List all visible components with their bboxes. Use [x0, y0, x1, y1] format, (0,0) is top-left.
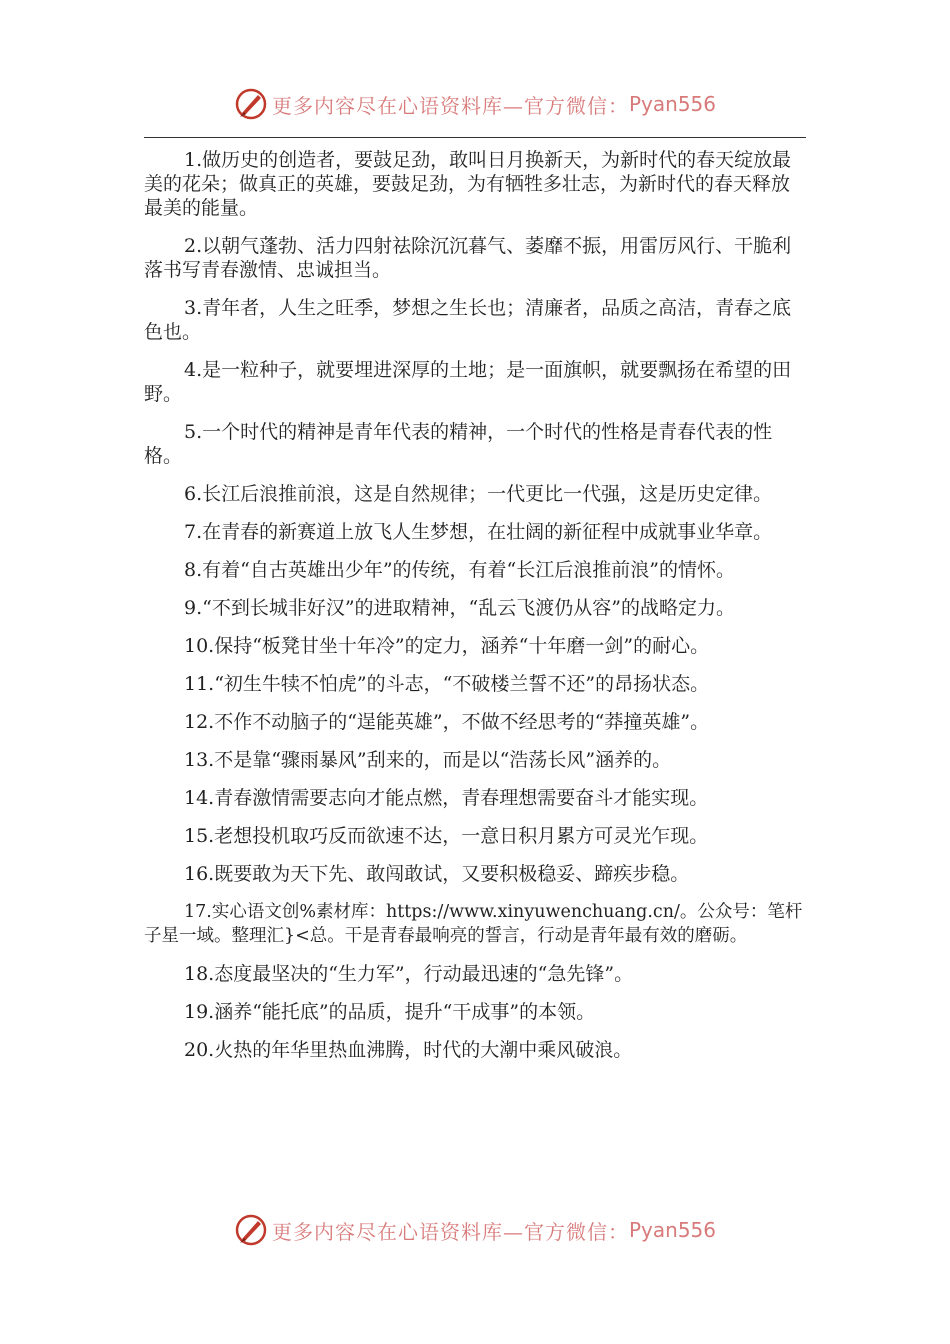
pen-logo-icon [234, 87, 268, 121]
list-item: 9.“不到长城非好汉”的进取精神，“乱云飞渡仍从容”的战略定力。 [184, 597, 735, 619]
list-item: 7.在青春的新赛道上放飞人生梦想，在壮阔的新征程中成就事业华章。 [184, 521, 773, 543]
list-item: 18.态度最坚决的“生力军”，行动最迅速的“急先锋”。 [184, 963, 634, 985]
footer-wechat-id: Pyan556 [628, 1218, 716, 1242]
header-wechat-id: Pyan556 [628, 92, 716, 116]
list-item: 6.长江后浪推前浪，这是自然规律；一代更比一代强，这是历史定律。 [184, 483, 773, 505]
list-item: 13.不是靠“骤雨暴风”刮来的，而是以“浩荡长风”涵养的。 [184, 749, 672, 771]
list-item: 17.实心语文创%素材库：https://www.xinyuwenchuang.cn/。公众号：笔杆子星一域。整理汇}<总。干是青春最响亮的誓言，行动是青年最有效的磨砺。 [144, 902, 803, 946]
list-item: 14.青春激情需要志向才能点燃，青春理想需要奋斗才能实现。 [184, 787, 709, 809]
list-item: 12.不作不动脑子的“逞能英雄”，不做不经思考的“莽撞英雄”。 [184, 711, 710, 733]
list-item: 15.老想投机取巧反而欲速不达，一意日积月累方可灵光乍现。 [184, 825, 709, 847]
list-item: 16.既要敢为天下先、敢闯敢试，又要积极稳妥、蹄疾步稳。 [184, 863, 690, 885]
list-item: 2.以朝气蓬勃、活力四射祛除沉沉暮气、萎靡不振，用雷厉风行、干脆利落书写青春激情、忠诚担当。 [144, 235, 792, 281]
list-item: 20.火热的年华里热血沸腾，时代的大潮中乘风破浪。 [184, 1039, 633, 1061]
header-banner-text: 更多内容尽在心语资料库—官方微信： [271, 93, 629, 118]
list-item: 5.一个时代的精神是青年代表的精神，一个时代的性格是青春代表的性格。 [144, 421, 773, 467]
list-item: 11.“初生牛犊不怕虎”的斗志，“不破楼兰誓不还”的昂扬状态。 [184, 673, 710, 695]
header-banner [0, 84, 950, 124]
list-item: 19.涵养“能托底”的品质，提升“干成事”的本领。 [184, 1001, 596, 1023]
list-item: 10.保持“板凳甘坐十年冷”的定力，涵养“十年磨一剑”的耐心。 [184, 635, 710, 657]
footer-banner [0, 1210, 950, 1250]
list-item: 4.是一粒种子，就要埋进深厚的土地；是一面旗帜，就要飘扬在希望的田野。 [144, 359, 792, 405]
pen-logo-icon [234, 1213, 268, 1247]
quote-list [144, 148, 806, 1076]
header-rule [144, 137, 806, 138]
list-item: 1.做历史的创造者，要鼓足劲，敢叫日月换新天，为新时代的春天绽放最美的花朵；做真正的英雄，要鼓足劲，为有牺牲多壮志，为新时代的春天释放最美的能量。 [144, 149, 792, 219]
list-item: 3.青年者，人生之旺季，梦想之生长也；清廉者，品质之高洁，青春之底色也。 [144, 297, 792, 343]
footer-banner-text: 更多内容尽在心语资料库—官方微信： [271, 1219, 629, 1244]
list-item: 8.有着“自古英雄出少年”的传统，有着“长江后浪推前浪”的情怀。 [184, 559, 735, 581]
